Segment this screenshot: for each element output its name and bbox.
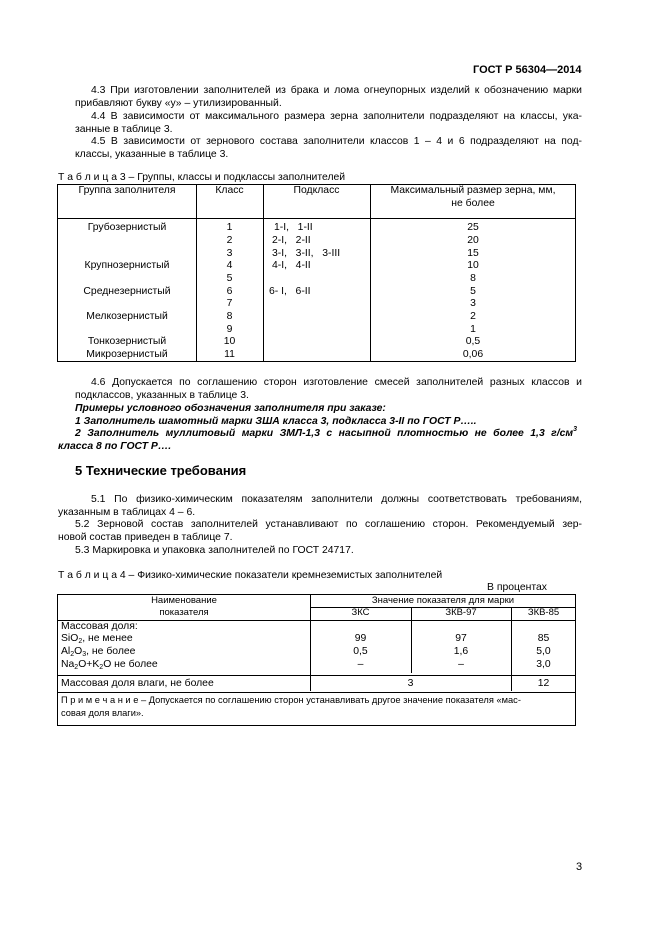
table3-header-class: Класс [215,185,244,196]
examples-title: Примеры условного обозначения заполнителя при заказе: [75,403,386,414]
class-cell: 9 [226,324,233,335]
paragraph-5-1-line1: 5.1 По физико-химическим показателям заполнители должны соответствовать требованиям, [91,494,582,505]
table4-units: В процентах [487,582,547,593]
al2o3-label: $Al_2O_3$, не более [61,646,136,658]
zks-value: – [357,659,364,670]
class-cell: 6 [226,286,233,297]
paragraph-5-1-line2: указанным в таблицах 4 – 6. [58,507,196,518]
group-cell: Крупнозернистый [84,260,170,271]
mass-fraction-label: Массовая доля: [61,621,138,632]
table3-caption: Т а б л и ц а 3 – Группы, классы и подклассы заполнителей [58,172,346,183]
zkv85-value: 85 [537,633,550,644]
subclass-cell: 4-I, 4-II [272,260,311,271]
paragraph-5-2-line2: новой состав приведен в таблице 7. [58,532,233,543]
subclass-cell: 1-I, 1-II [274,222,313,233]
table4-note: П р и м е ч а н и е – Допускается по соглашению сторон устанавливать другое значение показателя «мас- совая доля влаги». [61,695,521,718]
size-cell: 2 [470,311,476,322]
group-cell: Мелкозернистый [86,311,168,322]
class-cell: 1 [226,222,233,233]
example-1: 1 Заполнитель шамотный марки ЗША класса 3, подкласса 3-II по ГОСТ Р….. [75,416,477,427]
class-cell: 10 [223,336,236,347]
zkv97-value: 97 [455,633,467,644]
zkv85-value: 5,0 [536,646,551,657]
brand-zks: ЗКС [351,607,370,618]
na2o-k2o-label: $Na_2O+K_2O$ не более [61,659,158,671]
table4-header-name: Наименование показателя [151,595,217,618]
paragraph-4-3-line1: 4.3 При изготовлении заполнителей из брака и лома огнеупорных изделий к обозначению марки [91,85,582,96]
standard-header: ГОСТ Р 56304—2014 [473,64,582,76]
size-cell: 8 [470,273,476,284]
brand-zkv-97: ЗКВ-97 [445,607,477,618]
zkv85-value: 3,0 [536,659,551,670]
paragraph-4-5-line1: 4.5 В зависимости от зернового состава заполнители классов 1 – 4 и 6 подразделяют на под- [91,136,582,147]
moisture-label: Массовая доля влаги, не более [61,678,214,689]
zks-value: 99 [354,633,367,644]
size-cell: 3 [470,298,476,309]
moisture-zk-value: 3 [407,678,414,689]
size-cell: 0,06 [462,349,484,360]
class-cell: 11 [224,349,235,360]
size-cell: 25 [467,222,479,233]
subclass-cell: 3-I, 3-II, 3-III [272,248,341,259]
paragraph-4-5-line2: классы, указанные в таблице 3. [75,149,229,160]
paragraph-5-2-line1: 5.2 Зерновой состав заполнителей устанавливают по соглашению сторон. Рекомендуемый зер- [75,519,582,530]
class-cell: 7 [226,298,233,309]
group-cell: Грубозернистый [87,222,167,233]
class-cell: 4 [226,260,233,271]
size-cell: 1 [470,324,476,335]
paragraph-4-6-line2: подклассов, указанных в таблице 3. [75,390,249,401]
group-cell: Среднезернистый [83,286,171,297]
size-cell: 0,5 [465,336,481,347]
group-cell: Тонкозернистый [87,336,167,347]
subclass-cell: 6- I, 6-II [269,286,311,297]
class-cell: 8 [226,311,233,322]
section-5-heading: 5 Технические требования [75,463,247,478]
size-cell: 20 [467,235,479,246]
class-cell: 2 [226,235,233,246]
table4-header-value: Значение показателя для марки [371,595,515,606]
paragraph-4-4-line2: занные в таблице 3. [75,124,173,135]
example-2-line2: класса 8 по ГОСТ Р…. [58,441,172,452]
table4 [57,594,576,726]
group-cell: Микрозернистый [86,349,168,360]
paragraph-4-4-line1: 4.4 В зависимости от максимального размера зерна заполнители подразделяют на классы, ука- [91,111,582,122]
class-cell: 3 [226,248,233,259]
class-cell: 5 [226,273,233,284]
table3-header-subclass: Подкласс [293,185,340,196]
table3 [57,184,576,362]
size-cell: 5 [470,286,476,297]
table3-header-group: Группа заполнителя [78,185,176,196]
table4-caption: Т а б л и ц а 4 – Физико-химические показатели кремнеземистых заполнителей [58,570,443,581]
zkv97-value: – [458,659,464,670]
example-2-line1: 2 Заполнитель муллитовый марки ЗМЛ-1,3 с насыпной плотностью не более 1,3 $г/см^3$ [75,426,577,439]
paragraph-4-3-line2: прибавляют букву «у» – утилизированный. [75,98,282,109]
paragraph-5-3: 5.3 Маркировка и упаковка заполнителей по ГОСТ 24717. [75,545,354,556]
size-cell: 10 [467,260,479,271]
brand-zkv-85: ЗКВ-85 [527,607,560,618]
zkv97-value: 1,6 [453,646,469,657]
size-cell: 15 [467,248,479,259]
sio2-label: SiO$_2$, не менее [61,633,133,645]
paragraph-4-6-line1: 4.6 Допускается по соглашению сторон изготовление смесей заполнителей разных классов и [91,377,582,388]
page-number: 3 [576,861,583,873]
subclass-cell: 2-I, 2-II [272,235,311,246]
zks-value: 0,5 [353,646,368,657]
moisture-zkv85-value: 12 [537,678,550,689]
table3-header-max-size: Максимальный размер зерна, мм, не более [390,185,556,209]
